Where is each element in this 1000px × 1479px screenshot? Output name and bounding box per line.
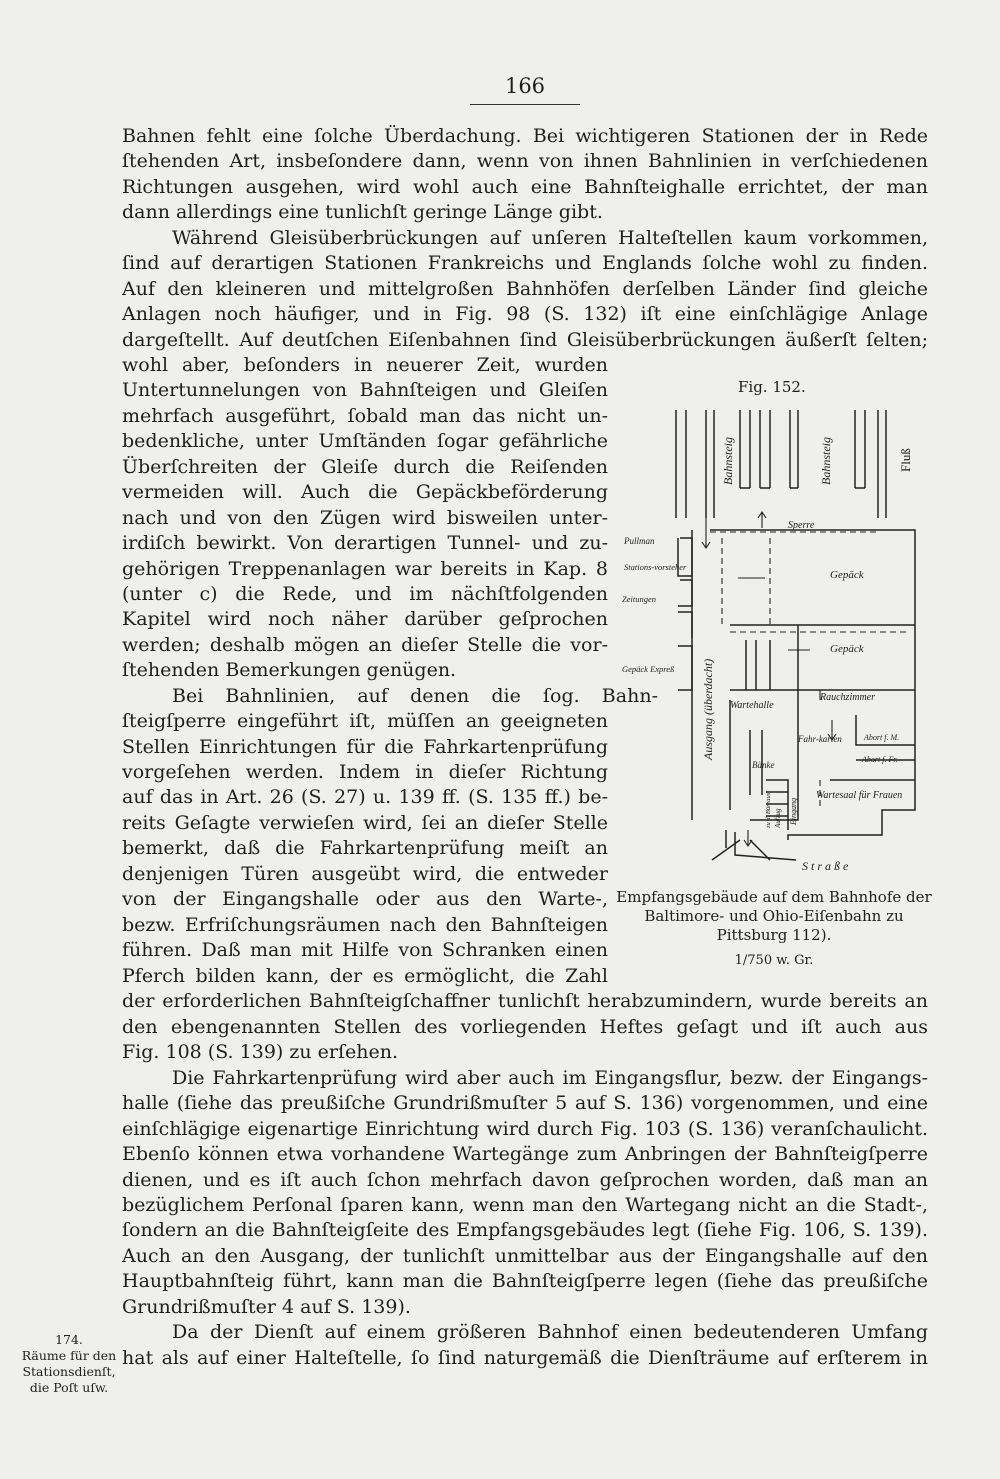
dashed-guides	[710, 532, 910, 810]
label-sperre: Sperre	[788, 520, 815, 531]
figure-scale: 1/750 w. Gr.	[734, 953, 814, 968]
label-wartesaal: Wartesaal für Frauen	[816, 790, 903, 801]
text-line: Kapitel wird noch näher darüber geſprochen	[122, 608, 608, 631]
label-rauchzimmer: Rauchzimmer	[820, 692, 875, 703]
label-stationsvorsteher: Stations-vorsteher	[624, 562, 687, 572]
label-aufzug: Aufzug	[774, 808, 782, 828]
label-pullman: Pullman	[624, 536, 655, 546]
text-line: ſteigſperre eingeführt iſt, müſſen an geeigneten	[122, 710, 608, 733]
text-line: Richtungen ausgehen, wird wohl auch eine Bahnſteighalle errichtet, der man	[122, 175, 928, 198]
text-line: irdiſch bewirkt. Von derartigen Tunnel- und zu-	[122, 532, 608, 555]
text-line: Die Fahrkartenprüfung wird aber auch im Eingangsflur, bezw. der Eingangs-	[172, 1066, 928, 1089]
text-line: mehrfach ausgeführt, ſobald man das nicht un-	[122, 404, 608, 427]
text-line: Fig. 108 (S. 139) zu erſehen.	[122, 1041, 399, 1064]
margin-note-number: 174.	[55, 1332, 83, 1347]
page-number: 166	[470, 74, 580, 105]
body-text-upper	[122, 124, 928, 353]
text-line: Hauptbahnſteig führt, kann man die Bahnſteigſperre legen (ſiehe das preußiſche	[122, 1270, 928, 1293]
label-strasse: Straße	[802, 859, 852, 873]
figure-title: Fig. 152.	[738, 378, 806, 396]
label-eingang: Eingang	[789, 797, 798, 825]
text-line: den ebengenannten Stellen des vorliegenden Heftes geſagt und iſt auch aus	[122, 1015, 928, 1038]
label-abort-fr: Abort f. Fr.	[862, 755, 898, 764]
text-line: dargeſtellt. Auf deutſchen Eiſenbahnen ſind Gleisüberbrückungen äußerſt ſelten;	[122, 328, 928, 351]
text-line: Anlagen noch häufiger, und in Fig. 98 (S. 132) iſt eine einſchlägige Anlage	[122, 303, 928, 326]
text-line: Während Gleisüberbrückungen auf unſeren Halteſtellen kaum vorkommen,	[172, 226, 928, 249]
label-bahnsteig-1: Bahnsteig	[721, 437, 735, 485]
label-fahrkarten: Fahr-karten	[798, 734, 842, 744]
text-line: bemerkt, daß die Fahrkartenprüfung meiſt an	[122, 837, 608, 860]
text-line: werden; deshalb mögen an dieſer Stelle die vor-	[122, 633, 608, 656]
text-line: Auf den kleineren und mittelgroßen Bahnhöfen derſelben Länder ſind gleiche	[122, 277, 928, 300]
label-gepaeck-express: Gepäck Expreß	[622, 664, 675, 674]
margin-note-text: Räume für den Stationsdienſt, die Poſt uſw.	[21, 1348, 117, 1395]
text-line: bezw. Erfriſchungsräumen nach den Bahnſteigen	[122, 913, 608, 936]
text-line: ſind auf derartigen Stationen Frankreichs und Englands ſolche wohl zu finden.	[122, 252, 928, 275]
text-line: Überſchreiten der Gleiſe durch die Reiſenden	[122, 455, 608, 478]
text-line: halle (ſiehe das preußiſche Grundrißmuſter 5 auf S. 136) vorgenommen, und eine	[122, 1092, 928, 1115]
text-line: nach und von den Zügen wird bisweilen unter-	[122, 506, 608, 529]
text-line: Bahnen fehlt eine ſolche Überdachung. Bei wichtigeren Stationen der in Rede	[122, 125, 928, 147]
text-line: dienen, und es iſt auch ſchon mehrfach davon geſprochen worden, daß man an	[122, 1168, 928, 1191]
text-line: Grundrißmuſter 4 auf S. 139).	[122, 1295, 411, 1318]
track-lines	[676, 410, 886, 518]
text-line: vermeiden will. Auch die Gepäckbeförderung	[122, 481, 608, 504]
label-baenke: Bänke	[752, 760, 775, 770]
figure-caption	[614, 888, 934, 970]
text-line: Untertunnelungen von Bahnſteigen und Gleiſen	[122, 379, 608, 402]
text-line: Pferch bilden kann, der es ermöglicht, die Zahl	[122, 965, 608, 987]
text-line: ſondern an die Bahnſteigſeite des Empfangsgebäudes legt (ſiehe Fig. 106, S. 139).	[122, 1219, 928, 1242]
caption-text: Empfangsgebäude auf dem Bahnhofe der Baltimore- und Ohio-Eiſenbahn zu Pittsburg 112).	[616, 888, 932, 944]
text-line: der erforderlichen Bahnſteigſchaffner tunlichſt herabzumindern, wurde bereits an	[122, 990, 928, 1013]
text-line: Stellen Einrichtungen für die Fahrkartenprüfung	[122, 735, 608, 758]
text-line: Da der Dienſt auf einem größeren Bahnhof einen bedeutenderen Umfang	[172, 1321, 928, 1344]
label-ausgang: Ausgang (überdacht)	[701, 658, 715, 760]
label-abort-m: Abort f. M.	[864, 733, 900, 742]
label-zu-d-buero: zu d. Büreaus	[765, 792, 772, 828]
text-line: hat als auf einer Halteſtelle, ſo ſind naturgemäß die Dienſträume auf erſterem in	[122, 1346, 928, 1369]
text-line: denjenigen Türen ausgeübt wird, die entweder	[122, 862, 608, 885]
text-line: ſtehenden Bemerkungen genügen.	[122, 659, 457, 682]
text-line: reits Geſagte verwieſen wird, ſei an dieſer Stelle	[122, 811, 608, 834]
text-line: von der Eingangshalle oder aus den Warte-,	[122, 888, 608, 911]
text-line: gehörigen Treppenanlagen war bereits in Kap. 8	[122, 557, 608, 580]
text-line: (unter c) die Rede, und im nächſtfolgenden	[122, 582, 608, 605]
text-line: bedenkliche, unter Umſtänden ſogar gefährliche	[122, 430, 608, 453]
text-line: dann allerdings eine tunlichſt geringe Länge gibt.	[122, 201, 603, 224]
label-gepaeck-2: Gepäck	[830, 643, 864, 655]
text-line: führen. Daß man mit Hilfe von Schranken einen	[122, 939, 608, 962]
text-line: ſtehenden Art, insbeſondere dann, wenn von ihnen Bahnlinien in verſchiedenen	[122, 150, 928, 173]
text-line: auf das in Art. 26 (S. 27) u. 139 ff. (S. 135 ff.) be-	[122, 786, 608, 809]
text-line: wohl aber, beſonders in neuerer Zeit, wurden	[122, 354, 608, 376]
label-fluss: Fluß	[898, 448, 913, 472]
floor-plan-figure	[620, 400, 940, 880]
label-gepaeck-1: Gepäck	[830, 569, 864, 581]
text-line: vorgeſehen werden. Indem in dieſer Richtung	[122, 761, 608, 783]
label-zeitungen: Zeitungen	[622, 594, 656, 604]
text-line: bezüglichem Perſonal ſparen kann, wenn man den Wartegang nicht an die Stadt-,	[122, 1193, 928, 1216]
label-wartehalle: Wartehalle	[730, 700, 774, 711]
text-line: Auch an den Ausgang, der tunlichſt unmittelbar aus der Eingangshalle auf den	[122, 1244, 928, 1267]
text-line: Bei Bahnlinien, auf denen die ſog. Bahn-	[172, 684, 658, 707]
text-line: Ebenſo können etwa vorhandene Wartegänge zum Anbringen der Bahnſteigſperre	[122, 1143, 928, 1166]
margin-note	[14, 1332, 124, 1396]
label-bahnsteig-2: Bahnsteig	[819, 437, 833, 485]
text-line: einſchlägige eigenartige Einrichtung wird durch Fig. 103 (S. 136) veranſchaulicht.	[122, 1117, 928, 1140]
body-text-lower	[122, 964, 928, 1371]
